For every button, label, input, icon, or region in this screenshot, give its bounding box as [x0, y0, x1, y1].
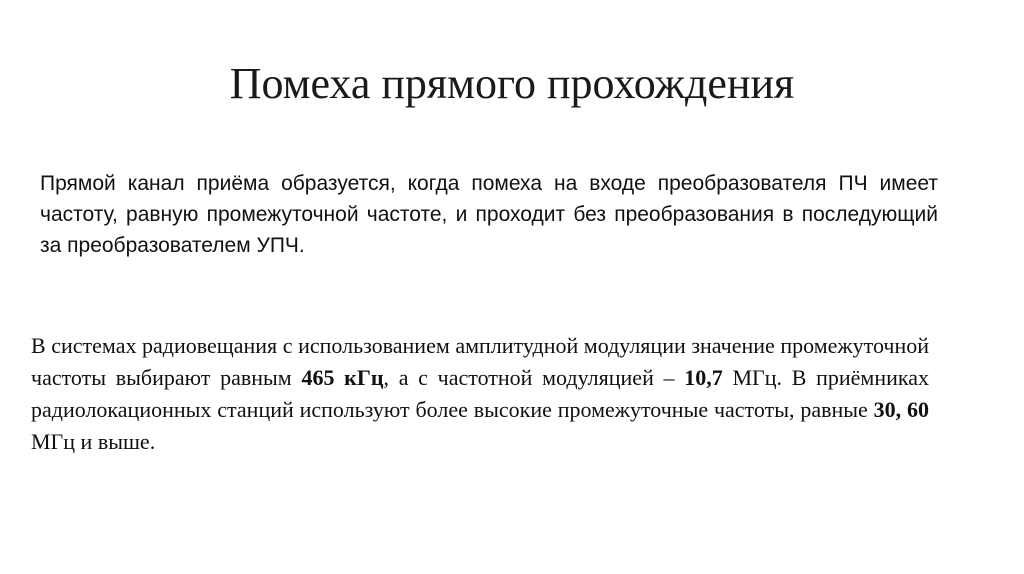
paragraph2-text-1: В системах радиовещания с использованием амплитудной модуляции значение промежуточной частоты выбирают равным: [31, 333, 929, 390]
paragraph2-text-4: МГц и выше.: [31, 429, 156, 454]
paragraph-direct-channel: Прямой канал приёма образуется, когда помеха на входе преобразователя ПЧ имеет частоту, равную промежуточной частоте, и проходит без преобразования в последующий за преобразователем УПЧ.: [40, 172, 938, 257]
value-465-khz: 465 кГц: [301, 365, 384, 390]
paragraph2-text-3: МГц. В приёмниках радиолокационных станций используют более высокие промежуточные частоты, равные: [31, 365, 929, 422]
paragraph-intermediate-frequency: [31, 330, 929, 458]
paragraph2-text-2: , а с частотной модуляцией –: [383, 365, 685, 390]
slide-title: Помеха прямого прохождения: [229, 59, 795, 108]
value-10-7: 10,7: [684, 365, 723, 390]
value-30-60: 30, 60: [873, 397, 930, 422]
